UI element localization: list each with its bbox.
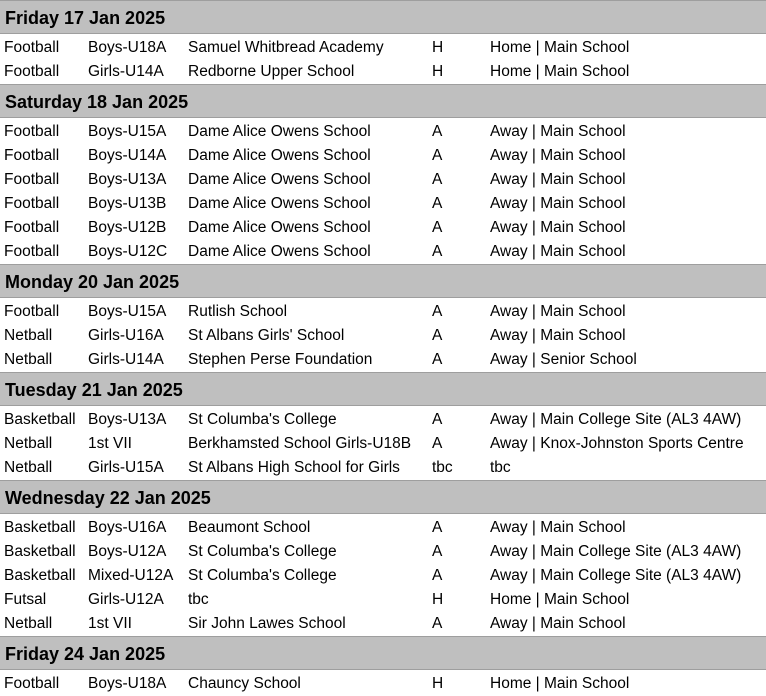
team-cell: Girls-U14A <box>88 63 164 80</box>
fixture-row <box>0 672 766 696</box>
venue-cell: Away | Main School <box>490 519 626 536</box>
opponent-cell: Dame Alice Owens School <box>188 195 371 212</box>
day-section <box>0 372 766 480</box>
venue-cell: Away | Senior School <box>490 351 637 368</box>
opponent-cell: Beaumont School <box>188 519 311 536</box>
venue-cell: Home | Main School <box>490 591 630 608</box>
opponent-cell: Sir John Lawes School <box>188 615 346 632</box>
home-away-cell: A <box>432 171 443 188</box>
team-cell: 1st VII <box>88 615 132 632</box>
home-away-cell: A <box>432 195 443 212</box>
venue-cell: Home | Main School <box>490 675 630 692</box>
team-cell: Girls-U15A <box>88 459 164 476</box>
venue-cell: Home | Main School <box>490 63 630 80</box>
venue-cell: tbc <box>490 459 511 476</box>
opponent-cell: Berkhamsted School Girls-U18B <box>188 435 412 452</box>
team-cell: Boys-U18A <box>88 39 167 56</box>
fixture-row <box>0 612 766 636</box>
sport-cell: Basketball <box>4 519 76 536</box>
day-section <box>0 636 766 696</box>
fixture-row <box>0 324 766 348</box>
venue-cell: Home | Main School <box>490 39 630 56</box>
fixture-row <box>0 192 766 216</box>
day-header: Friday 24 Jan 2025 <box>0 636 766 670</box>
opponent-cell: Dame Alice Owens School <box>188 219 371 236</box>
team-cell: Boys-U16A <box>88 519 167 536</box>
home-away-cell: A <box>432 615 443 632</box>
opponent-cell: St Columba's College <box>188 567 337 584</box>
sport-cell: Netball <box>4 435 53 452</box>
fixture-row <box>0 540 766 564</box>
home-away-cell: A <box>432 123 443 140</box>
team-cell: Girls-U12A <box>88 591 164 608</box>
sport-cell: Basketball <box>4 543 76 560</box>
sport-cell: Football <box>4 303 60 320</box>
home-away-cell: tbc <box>432 459 453 476</box>
sport-cell: Football <box>4 147 60 164</box>
opponent-cell: St Columba's College <box>188 411 337 428</box>
venue-cell: Away | Main School <box>490 147 626 164</box>
home-away-cell: A <box>432 147 443 164</box>
fixture-row <box>0 408 766 432</box>
team-cell: Boys-U13A <box>88 171 167 188</box>
home-away-cell: A <box>432 567 443 584</box>
sport-cell: Netball <box>4 459 53 476</box>
sport-cell: Netball <box>4 615 53 632</box>
venue-cell: Away | Main School <box>490 171 626 188</box>
opponent-cell: Stephen Perse Foundation <box>188 351 373 368</box>
fixture-row <box>0 588 766 612</box>
opponent-cell: St Albans High School for Girls <box>188 459 400 476</box>
sport-cell: Basketball <box>4 411 76 428</box>
team-cell: Boys-U12C <box>88 243 168 260</box>
fixture-row <box>0 36 766 60</box>
opponent-cell: St Columba's College <box>188 543 337 560</box>
home-away-cell: A <box>432 543 443 560</box>
fixture-row <box>0 348 766 372</box>
sport-cell: Football <box>4 243 60 260</box>
venue-cell: Away | Main School <box>490 219 626 236</box>
home-away-cell: A <box>432 327 443 344</box>
team-cell: Boys-U12A <box>88 543 167 560</box>
opponent-cell: Chauncy School <box>188 675 301 692</box>
venue-cell: Away | Main School <box>490 195 626 212</box>
sport-cell: Netball <box>4 351 53 368</box>
fixture-list <box>0 36 766 84</box>
opponent-cell: Dame Alice Owens School <box>188 147 371 164</box>
sport-cell: Football <box>4 219 60 236</box>
venue-cell: Away | Main School <box>490 615 626 632</box>
sport-cell: Football <box>4 171 60 188</box>
team-cell: 1st VII <box>88 435 132 452</box>
team-cell: Boys-U13B <box>88 195 167 212</box>
fixture-row <box>0 168 766 192</box>
team-cell: Girls-U16A <box>88 327 164 344</box>
fixture-list <box>0 672 766 696</box>
day-header: Wednesday 22 Jan 2025 <box>0 480 766 514</box>
venue-cell: Away | Main School <box>490 303 626 320</box>
team-cell: Mixed-U12A <box>88 567 174 584</box>
venue-cell: Away | Main School <box>490 327 626 344</box>
home-away-cell: A <box>432 243 443 260</box>
opponent-cell: Redborne Upper School <box>188 63 355 80</box>
fixture-row <box>0 60 766 84</box>
home-away-cell: A <box>432 411 443 428</box>
day-section <box>0 0 766 84</box>
fixture-list <box>0 516 766 636</box>
home-away-cell: A <box>432 351 443 368</box>
team-cell: Boys-U15A <box>88 123 167 140</box>
opponent-cell: Dame Alice Owens School <box>188 123 371 140</box>
day-section <box>0 480 766 636</box>
team-cell: Boys-U13A <box>88 411 167 428</box>
fixture-row <box>0 516 766 540</box>
team-cell: Boys-U15A <box>88 303 167 320</box>
fixture-row <box>0 432 766 456</box>
team-cell: Boys-U14A <box>88 147 167 164</box>
fixture-row <box>0 240 766 264</box>
sport-cell: Football <box>4 39 60 56</box>
sport-cell: Basketball <box>4 567 76 584</box>
fixture-row <box>0 120 766 144</box>
home-away-cell: A <box>432 303 443 320</box>
home-away-cell: H <box>432 63 444 80</box>
venue-cell: Away | Main College Site (AL3 4AW) <box>490 411 742 428</box>
fixture-row <box>0 456 766 480</box>
team-cell: Boys-U18A <box>88 675 167 692</box>
sport-cell: Football <box>4 123 60 140</box>
fixture-list <box>0 120 766 264</box>
fixture-row <box>0 300 766 324</box>
home-away-cell: H <box>432 675 444 692</box>
day-header: Friday 17 Jan 2025 <box>0 0 766 34</box>
fixture-list <box>0 408 766 480</box>
venue-cell: Away | Main School <box>490 243 626 260</box>
home-away-cell: A <box>432 435 443 452</box>
sport-cell: Football <box>4 195 60 212</box>
team-cell: Girls-U14A <box>88 351 164 368</box>
day-header: Saturday 18 Jan 2025 <box>0 84 766 118</box>
sport-cell: Football <box>4 675 60 692</box>
venue-cell: Away | Main College Site (AL3 4AW) <box>490 543 742 560</box>
day-header: Tuesday 21 Jan 2025 <box>0 372 766 406</box>
fixture-row <box>0 216 766 240</box>
opponent-cell: Samuel Whitbread Academy <box>188 39 384 56</box>
opponent-cell: St Albans Girls' School <box>188 327 345 344</box>
day-section <box>0 264 766 372</box>
fixture-row <box>0 144 766 168</box>
team-cell: Boys-U12B <box>88 219 167 236</box>
opponent-cell: Rutlish School <box>188 303 288 320</box>
venue-cell: Away | Main College Site (AL3 4AW) <box>490 567 742 584</box>
home-away-cell: A <box>432 519 443 536</box>
home-away-cell: H <box>432 39 444 56</box>
venue-cell: Away | Knox-Johnston Sports Centre <box>490 435 744 452</box>
sport-cell: Futsal <box>4 591 47 608</box>
home-away-cell: A <box>432 219 443 236</box>
day-section <box>0 84 766 264</box>
opponent-cell: Dame Alice Owens School <box>188 171 371 188</box>
day-header: Monday 20 Jan 2025 <box>0 264 766 298</box>
opponent-cell: Dame Alice Owens School <box>188 243 371 260</box>
sport-cell: Football <box>4 63 60 80</box>
home-away-cell: H <box>432 591 444 608</box>
opponent-cell: tbc <box>188 591 209 608</box>
fixture-list <box>0 300 766 372</box>
sport-cell: Netball <box>4 327 53 344</box>
fixture-row <box>0 564 766 588</box>
venue-cell: Away | Main School <box>490 123 626 140</box>
